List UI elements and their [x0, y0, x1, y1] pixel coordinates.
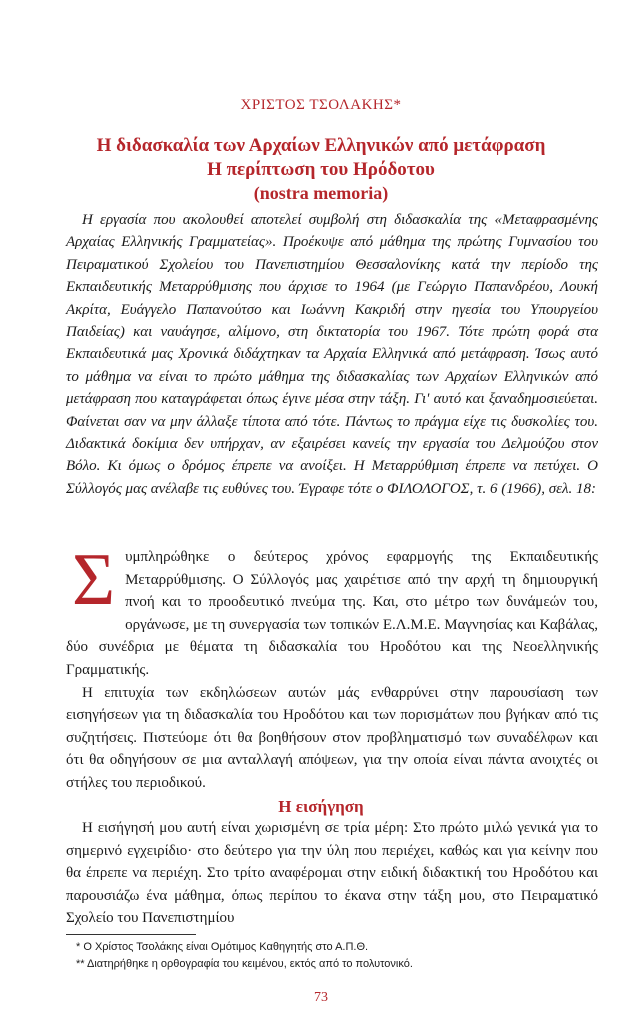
- footnote-divider: [66, 934, 196, 935]
- section-paragraph: Η εισήγησή μου αυτή είναι χωρισμένη σε τρία μέρη: Στο πρώτο μιλώ γενικά για το σημερινό εγχειρίδιο· στο δεύτερο για την ύλη που περιέχει, καθώς και για κείνην που θα έπρεπε να περιέχη. Στο τρίτο αναφέρομαι στην ειδική διδακτική του Ηροδότου και παρουσιάζω ένα μάθημα, όπως περίπου το έκανα στην τάξη μου, στο Πειραματικό Σχολείο του Πανεπιστημίου: [66, 820, 598, 927]
- drop-cap-letter: Σ: [72, 539, 116, 621]
- footnote-2: ** Διατηρήθηκε η ορθογραφία του κειμένου, εκτός από το πολυτονικό.: [76, 958, 413, 970]
- intro-paragraph: Η εργασία που ακολουθεί αποτελεί συμβολή στη διδασκαλία της «Μεταφρασμένης Αρχαίας Ελληνικής Γραμματείας». Προέκυψε από μάθημα της πρώτης Γυμνασίου του Πειραματικού Σχολείου του Πανεπιστημίου Θεσσαλονίκης κατά την περίοδο της Εκπαιδευτικής Μεταρρύθμισης που άρχισε το 1964 (με Γεώργιο Παπανδρέου, Λουκή Ακρίτα, Ευάγγελο Παπανούτσο και Ιωάννη Κακριδή στην ηγεσία του Υπουργείου Παιδείας) και ναυάγησε, αλίμονο, στη δικτατορία του 1967. Τότε πρώτη φορά στα Εκπαιδευτικά μας Χρονικά διδάχτηκαν τα Αρχαία Ελληνικά από μετάφραση. Ίσως αυτό το μάθημα να είναι το πρώτο μάθημα της διδασκαλίας των Αρχαίων Ελληνικών από μετάφραση που καταγράφεται όπως έγινε μέσα στην τάξη. Γι' αυτό και ξαναδημοσιεύεται. Φαίνεται σαν να μην άλλαξε τίποτα από τότε. Πάντως το πράγμα είχε τις δυσκολίες του. Διδακτικά δοκίμια δεν υπήρχαν, αν εξαιρέσει κανείς την εργασία του Δελμούζου στον Βόλο. Κι όμως ο δρόμος έπρεπε να ανοίξει. Η Μεταρρύθμιση έπρεπε να πετύχει. Ο Σύλλογός μας ανέλαβε τις ευθύνες του. Έγραφε τότε ο ΦΙΛΟΛΟΓΟΣ, τ. 6 (1966), σελ. 18:: [66, 212, 598, 497]
- footnote-1: * Ο Χρίστος Τσολάκης είναι Ομότιμος Καθηγητής στο Α.Π.Θ.: [76, 941, 369, 953]
- quote-paragraph-1-text: υμπληρώθηκε ο δεύτερος χρόνος εφαρμογής της Εκπαιδευτικής Μεταρρύθμισης. Ο Σύλλογός μας χαιρέτισε από την αρχή τη δημιουργική πνοή και το προοδευτικό πνεύμα της. Και, στο μέτρο των δυνάμεών του, οργάνωσε, με τη συνεργασία των τοπικών Ε.Λ.Μ.Ε. Μαγνησίας και Καβάλας, δύο συνέδρια με θέματα τη διδασκαλία του Ηροδότου και της Νεοελληνικής Γραμματικής.: [66, 549, 598, 678]
- author-name: ΧΡΙΣΤΟΣ ΤΣΟΛΑΚΗΣ*: [240, 97, 402, 113]
- series-label: (nostra memoria): [253, 183, 389, 203]
- quote-paragraph-1: [66, 539, 598, 682]
- article-title: [0, 134, 642, 182]
- title-line-1: Η διδασκαλία των Αρχαίων Ελληνικών από μετάφραση: [96, 135, 546, 156]
- footnotes: [66, 939, 598, 973]
- page-number: 73: [314, 990, 328, 1005]
- quote-paragraph-2: Η επιτυχία των εκδηλώσεων αυτών μάς ενθαρρύνει στην παρουσίαση των εισηγήσεων για τη διδασκαλία του Ηροδότου και των πορισμάτων που βγήκαν από τις συζητήσεις. Πιστεύομε ότι θα βοηθήσουν στον προβληματισμό των συναδέλφων και ότι θα οδηγήσουν σε μια ανταλλαγή απόψεων, για την οποία είναι πάντα ανοιχτές οι στήλες του περιοδικού.: [66, 684, 598, 791]
- section-heading: Η εισήγηση: [278, 797, 364, 816]
- title-line-2: Η περίπτωση του Ηρόδοτου: [207, 159, 435, 180]
- quoted-text: [66, 539, 598, 795]
